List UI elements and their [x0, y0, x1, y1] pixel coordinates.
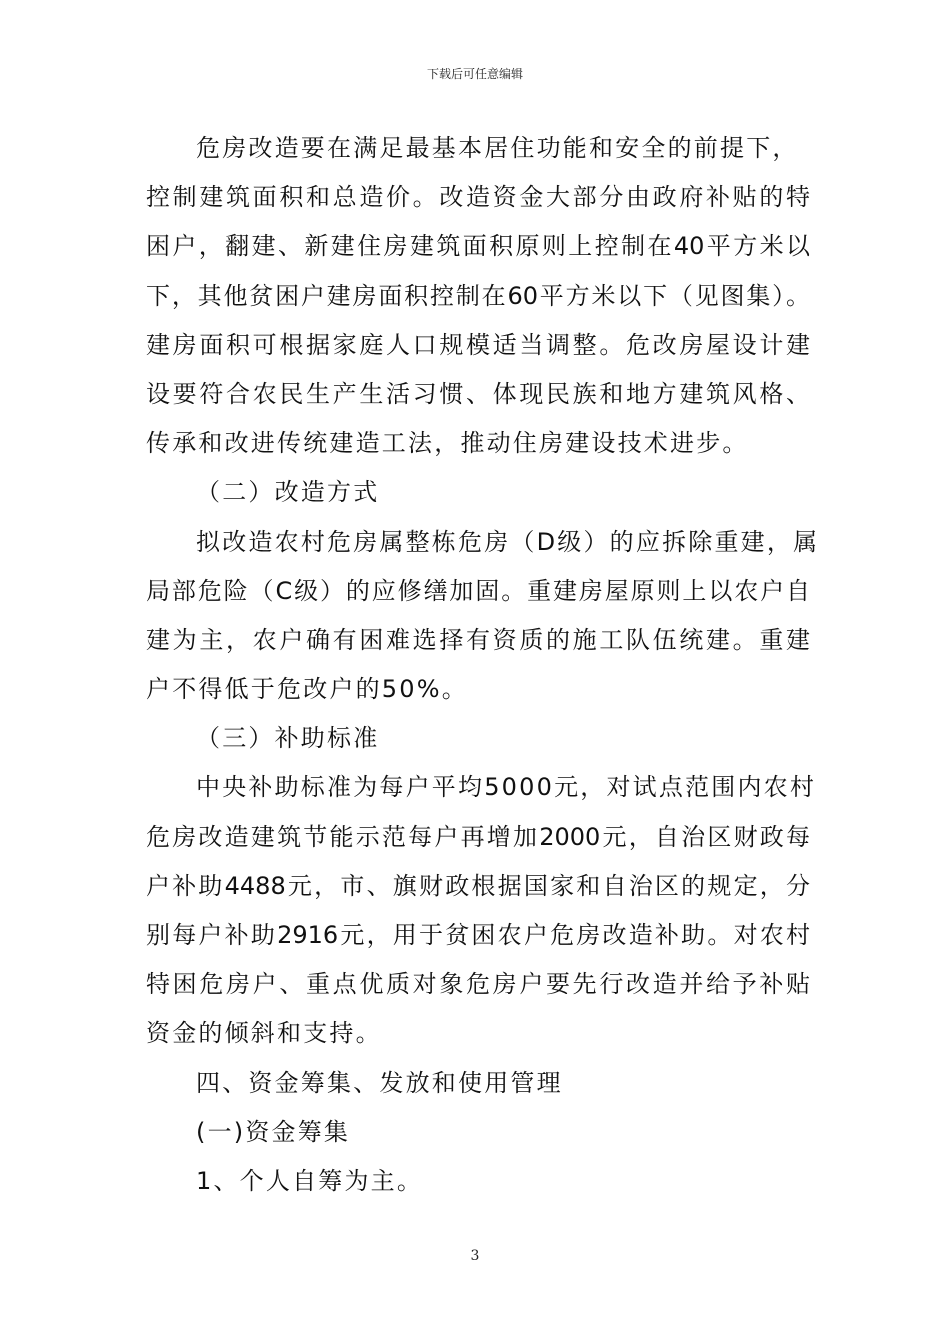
- section-heading: 四、资金筹集、发放和使用管理: [196, 1068, 563, 1097]
- paragraph-line: 局部危险（C级）的应修缮加固。重建房屋原则上以农户自: [146, 576, 810, 605]
- paragraph-line: 拟改造农村危房属整栋危房（D级）的应拆除重建，属: [196, 527, 820, 556]
- paragraph-line: 中央补助标准为每户平均5000元，对试点范围内农村: [196, 773, 817, 802]
- paragraph-line: 建房面积可根据家庭人口规模适当调整。危改房屋设计建: [146, 330, 810, 359]
- paragraph-line: 危房改造要在满足最基本居住功能和安全的前提下，: [196, 134, 799, 162]
- paragraph-line: 资金的倾斜和支持。: [146, 1019, 382, 1048]
- paragraph-line: 设要符合农民生产生活习惯、体现民族和地方建筑风格、: [146, 379, 810, 408]
- paragraph-line: 控制建筑面积和总造价。改造资金大部分由政府补贴的特: [146, 183, 810, 212]
- section-heading: （二）改造方式: [196, 478, 380, 507]
- paragraph-line: 户不得低于危改户的50%。: [146, 675, 468, 704]
- subsection-heading: (一)资金筹集: [196, 1117, 351, 1146]
- paragraph-line: 危房改造建筑节能示范每户再增加2000元，自治区财政每: [146, 822, 810, 851]
- paragraph-line: 别每户补助2916元，用于贫困农户危房改造补助。对农村: [146, 921, 810, 949]
- document-body: [146, 124, 820, 1206]
- paragraph-line: 传承和改进传统建造工法，推动住房建设技术进步。: [146, 429, 749, 458]
- list-item: 1、个人自筹为主。: [196, 1166, 424, 1195]
- paragraph-line: 困户，翻建、新建住房建筑面积原则上控制在40平方米以: [146, 232, 810, 261]
- page-number: 3: [470, 1248, 480, 1264]
- section-heading: （三）补助标准: [196, 724, 380, 753]
- page-header: 下载后可任意编辑: [426, 67, 523, 81]
- paragraph-line: 户补助4488元，市、旗财政根据国家和自治区的规定，分: [146, 871, 810, 900]
- paragraph-line: 下，其他贫困户建房面积控制在60平方米以下（见图集）。: [146, 281, 810, 310]
- paragraph-line: 特困危房户、重点优质对象危房户要先行改造并给予补贴: [146, 970, 810, 999]
- paragraph-line: 建为主，农户确有困难选择有资质的施工队伍统建。重建: [146, 625, 810, 654]
